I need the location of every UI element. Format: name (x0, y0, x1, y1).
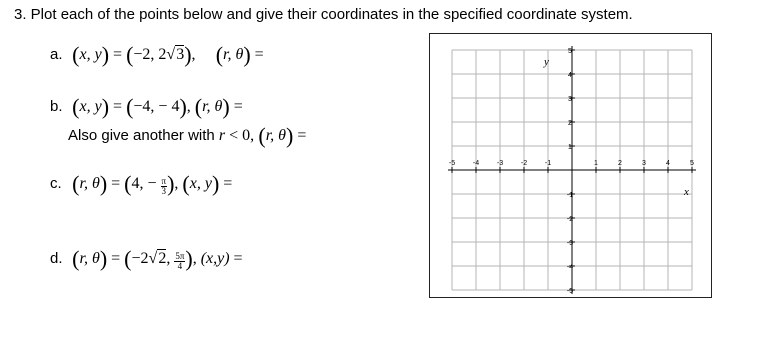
y-tick-label: -1 (566, 192, 574, 199)
x-tick-label: -1 (544, 160, 552, 167)
part-d-ask: (x,y) = (200, 250, 243, 267)
y-tick-label: 1 (568, 144, 572, 151)
x-tick-label: 3 (642, 160, 646, 167)
part-c-label: c. (50, 175, 62, 192)
x-tick-label: 4 (666, 160, 670, 167)
part-a-ask: (r, θ) = (215, 42, 264, 67)
x-tick-label: -3 (496, 160, 504, 167)
part-a (50, 44, 264, 66)
part-c (50, 173, 232, 196)
x-tick-label: 5 (690, 160, 694, 167)
y-tick-label: 5 (568, 48, 572, 55)
x-tick-label: 2 (618, 160, 622, 167)
part-d-label: d. (50, 250, 63, 267)
part-b-ask: (r, θ) = (194, 94, 243, 119)
y-tick-label: -2 (566, 216, 574, 223)
part-c-given: (r, θ) = (4, − $\frac{\pi}{3}$ ), (72, 171, 179, 196)
x-tick-label: 1 (594, 160, 598, 167)
part-b-also (68, 125, 306, 147)
question-title: 3. Plot each of the points below and give their coordinates in the specified coordinate system. (14, 6, 633, 23)
y-tick-label: -5 (566, 288, 574, 295)
x-tick-label: -5 (448, 160, 456, 167)
coordinate-grid[interactable] (429, 33, 712, 298)
y-tick-label: 4 (568, 72, 572, 79)
part-a-label: a. (50, 46, 63, 63)
part-d (50, 248, 243, 271)
part-b-also-condition: r < 0, (218, 127, 255, 144)
y-axis-label: y (544, 56, 549, 68)
part-b (50, 96, 243, 118)
y-tick-label: 2 (568, 120, 572, 127)
y-tick-label: -3 (566, 240, 574, 247)
part-a-given: (x, y) = (−2, 2√3), (72, 42, 196, 67)
part-c-ask: (x, y) = (182, 171, 233, 196)
y-tick-label: 3 (568, 96, 572, 103)
x-axis-label: x (684, 186, 689, 198)
part-b-label: b. (50, 98, 63, 115)
part-b-also-ask: (r, θ) = (258, 123, 307, 148)
part-d-given: (r, θ) = (−2√2, $\frac{5\pi}{4}$ ), (72, 246, 197, 271)
x-tick-label: -2 (520, 160, 528, 167)
y-tick-label: -4 (566, 264, 574, 271)
part-b-also-text: Also give another with (68, 127, 215, 144)
part-b-given: (x, y) = (−4, − 4), (72, 94, 191, 119)
x-tick-label: -4 (472, 160, 480, 167)
